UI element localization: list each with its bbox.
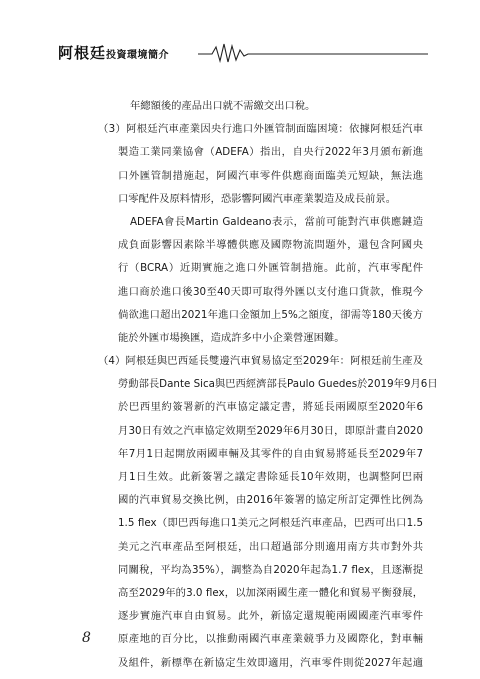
text-line: （4）阿根廷與巴西延長雙邊汽車貿易協定至2029年：阿根廷前生產及 [98,355,423,368]
text-line: 及組件，新標準在新協定生效即適用，汽車零件則從2027年起適 [118,656,423,669]
header-title [58,42,169,63]
text-line: 逐步實施汽車自由貿易。此外，新協定還規範兩國國產汽車零件 [118,610,423,623]
text-line: 勞動部長Dante Sica與巴西經濟部長Paulo Guedes於2019年9月6日 [118,378,438,391]
text-line: 倘欲進口超出2021年進口金額加上5%之額度，卻需等180天後方 [118,308,423,321]
text-line: 製造工業同業協會（ADEFA）指出，自央行2022年3月頒布新進 [118,146,423,159]
text-line: 同關稅，平均為35%），調整為自2020年起為1.7 flex，且逐漸提 [118,563,423,576]
body-text [98,95,438,675]
running-header [58,42,428,64]
text-line: 口外匯管制措施起，阿國汽車零件供應商面臨美元短缺，無法進 [118,169,423,182]
text-line: 高至2029年的3.0 flex，以加深兩國生產一體化和貿易平衡發展， [118,586,423,599]
text-line: 行（BCRA）近期實施之進口外匯管制措施。此前，汽車零配件 [118,262,423,275]
text-line: 年7月1日起開放兩國車輛及其零件的自由貿易將延長至2029年7 [118,447,423,460]
text-line: 月30日有效之汽車協定效期至2029年6月30日，即原計畫自2020 [118,424,423,437]
text-line: 1.5 flex（即巴西每進口1美元之阿根廷汽車產品，巴西可出口1.5 [118,517,423,530]
header-title-main: 阿根廷 [58,44,107,62]
text-line: 月1日生效。此新簽署之議定書除延長10年效期，也調整阿巴兩 [118,471,423,483]
text-line: 國的汽車貿易交換比例，由2016年簽署的協定所訂定彈性比例為 [118,494,423,507]
header-wave-line [198,42,428,64]
text-line: 成負面影響因素除半導體供應及國際物流問題外，還包含阿國央 [118,239,423,252]
text-line: ADEFA會長Martin Galdeano表示，當前可能對汽車供應鏈造 [130,215,423,228]
text-line: 進口商於進口後30至40天即可取得外匯以支付進口貨款，惟現今 [118,285,423,298]
text-line: 年總額後的產品出口就不需繳交出口稅。 [130,100,316,112]
text-line: 於巴西里約簽署新的汽車協定議定書，將延長兩國原至2020年6 [118,401,423,414]
text-line: 美元之汽車產品至阿根廷，出口超過部分則適用南方共市對外共 [118,540,423,553]
page-number: 8 [82,630,91,646]
text-line: 口零配件及原料情形，恐影響阿國汽車產業製造及成長前景。 [118,192,397,205]
text-line: （3）阿根廷汽車產業因央行進口外匯管制面臨困境：依據阿根廷汽車 [98,123,423,136]
text-line: 原產地的百分比，以推動兩國汽車產業競爭力及國際化，對車輛 [118,633,423,646]
header-title-sub: 投資環境簡介 [106,50,170,61]
text-line: 能於外匯市場換匯，造成許多中小企業營運困難。 [118,331,345,344]
